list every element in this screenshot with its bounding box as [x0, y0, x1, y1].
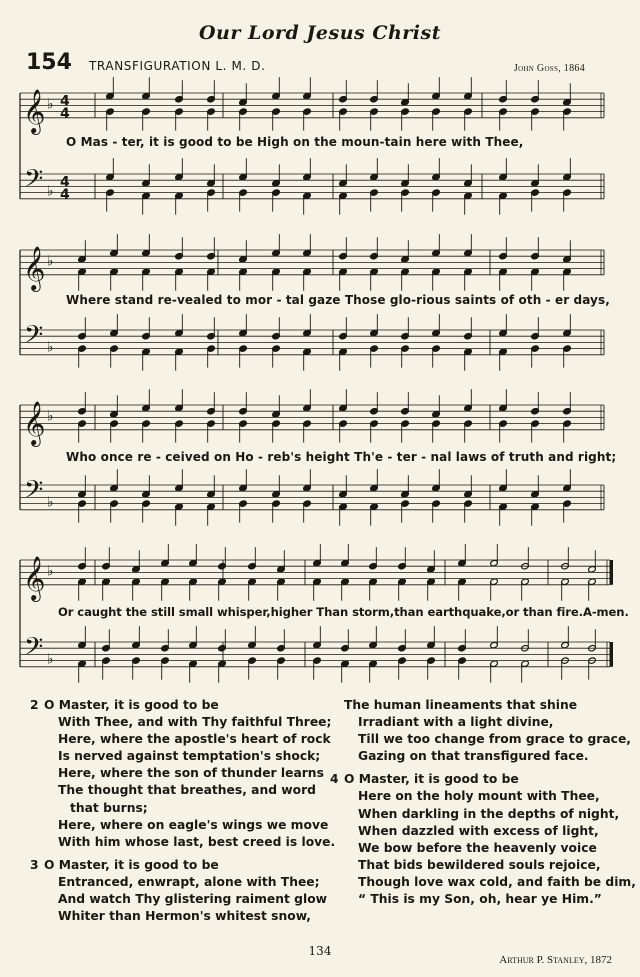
svg-text:♭: ♭: [47, 253, 54, 270]
verse-line: Whiter than Hermon's whitest snow,: [58, 909, 311, 924]
verse-number: 2: [30, 698, 39, 712]
svg-text:4: 4: [60, 186, 70, 203]
hymn-number: 154: [26, 50, 72, 75]
page-number: 134: [308, 944, 332, 958]
svg-text:𝄞: 𝄞: [23, 555, 46, 600]
verse-line: And watch Thy glistering raiment glow: [58, 892, 328, 907]
author-credit: Arthur P. Stanley, 1872: [499, 954, 612, 966]
tune-name: TRANSFIGURATION L. M. D.: [89, 59, 266, 73]
music-system-3: [0, 398, 640, 558]
svg-text:♭: ♭: [47, 408, 54, 425]
svg-text:4: 4: [60, 174, 70, 191]
svg-text:𝄞: 𝄞: [23, 400, 46, 445]
verse-line: 3 O Master, it is good to be: [44, 857, 324, 874]
verse-line: With Thee, and with Thy faithful Three;: [58, 715, 332, 730]
verse-line: When dazzled with excess of light,: [358, 823, 599, 838]
verse-line: Till we too change from grace to grace,: [358, 732, 631, 747]
lyric-line-1: O Mas - ter, it is good to be High on the moun-tain here with Thee,: [66, 135, 524, 149]
verse-number: 4: [330, 772, 339, 787]
svg-text:𝄢: 𝄢: [24, 632, 44, 668]
verse-line: The thought that breathes, and word: [58, 783, 316, 798]
svg-text:♭: ♭: [47, 96, 54, 113]
music-system-4: [0, 553, 640, 713]
verse-line: With him whose last, best creed is love.: [58, 834, 336, 849]
svg-text:4: 4: [60, 105, 70, 122]
verse-line: The human lineaments that shine: [344, 698, 578, 712]
svg-text:𝄢: 𝄢: [24, 320, 44, 356]
verse-line: Is nerved against temptation's shock;: [58, 749, 321, 764]
lyric-line-4: Or caught the still small whisper,higher Than storm,than earthquake,or than fire.A-men.: [58, 605, 629, 619]
svg-text:♭: ♭: [47, 183, 54, 200]
lyric-line-3: Who once re - ceived on Ho - reb's height Th'e - ter - nal laws of truth and right;: [66, 450, 617, 464]
verse-line: Irradiant with a light divine,: [358, 715, 554, 730]
lyric-line-2: Where stand re-vealed to mor - tal gaze Those glo-rious saints of oth - er days,: [66, 293, 610, 307]
svg-text:𝄞: 𝄞: [23, 245, 46, 290]
verse-line: Here on the holy mount with Thee,: [358, 789, 600, 804]
svg-text:𝄢: 𝄢: [24, 475, 44, 511]
composer-credit: John Goss, 1864: [513, 63, 585, 74]
verse-line: Entranced, enwrapt, alone with Thee;: [58, 874, 320, 889]
verse-line: 4 O Master, it is good to be: [344, 771, 624, 788]
svg-text:♭: ♭: [47, 339, 54, 356]
verse-line: “ This is my Son, oh, hear ye Him.”: [358, 892, 602, 907]
music-system-2: [0, 243, 640, 403]
svg-text:4: 4: [60, 93, 70, 110]
svg-text:♭: ♭: [47, 651, 54, 668]
verse-line: We bow before the heavenly voice: [358, 840, 597, 855]
svg-text:♭: ♭: [47, 563, 54, 580]
page-title: Our Lord Jesus Christ: [199, 22, 441, 44]
svg-text:𝄞: 𝄞: [23, 88, 46, 133]
verse-line: Gazing on that transfigured face.: [358, 749, 589, 764]
svg-text:♭: ♭: [47, 494, 54, 511]
verse-line: When darkling in the depths of night,: [358, 806, 620, 821]
verse-line: Though love wax cold, and faith be dim,: [358, 874, 636, 889]
verses-left-column: [30, 697, 336, 925]
verse-line: That bids bewildered souls rejoice,: [358, 857, 601, 872]
verse-line: Here, where the apostle's heart of rock: [58, 732, 331, 747]
verse-line: 2 O Master, it is good to be: [44, 697, 324, 714]
verse-line: Here, where on eagle's wings we move: [58, 817, 329, 832]
music-system-1: [0, 86, 640, 246]
verse-line: that burns;: [70, 800, 148, 815]
verse-line: Here, where the son of thunder learns: [58, 766, 324, 781]
verses-right-column: [330, 697, 636, 908]
svg-text:𝄢: 𝄢: [24, 164, 44, 200]
verse-number: 3: [30, 857, 39, 872]
